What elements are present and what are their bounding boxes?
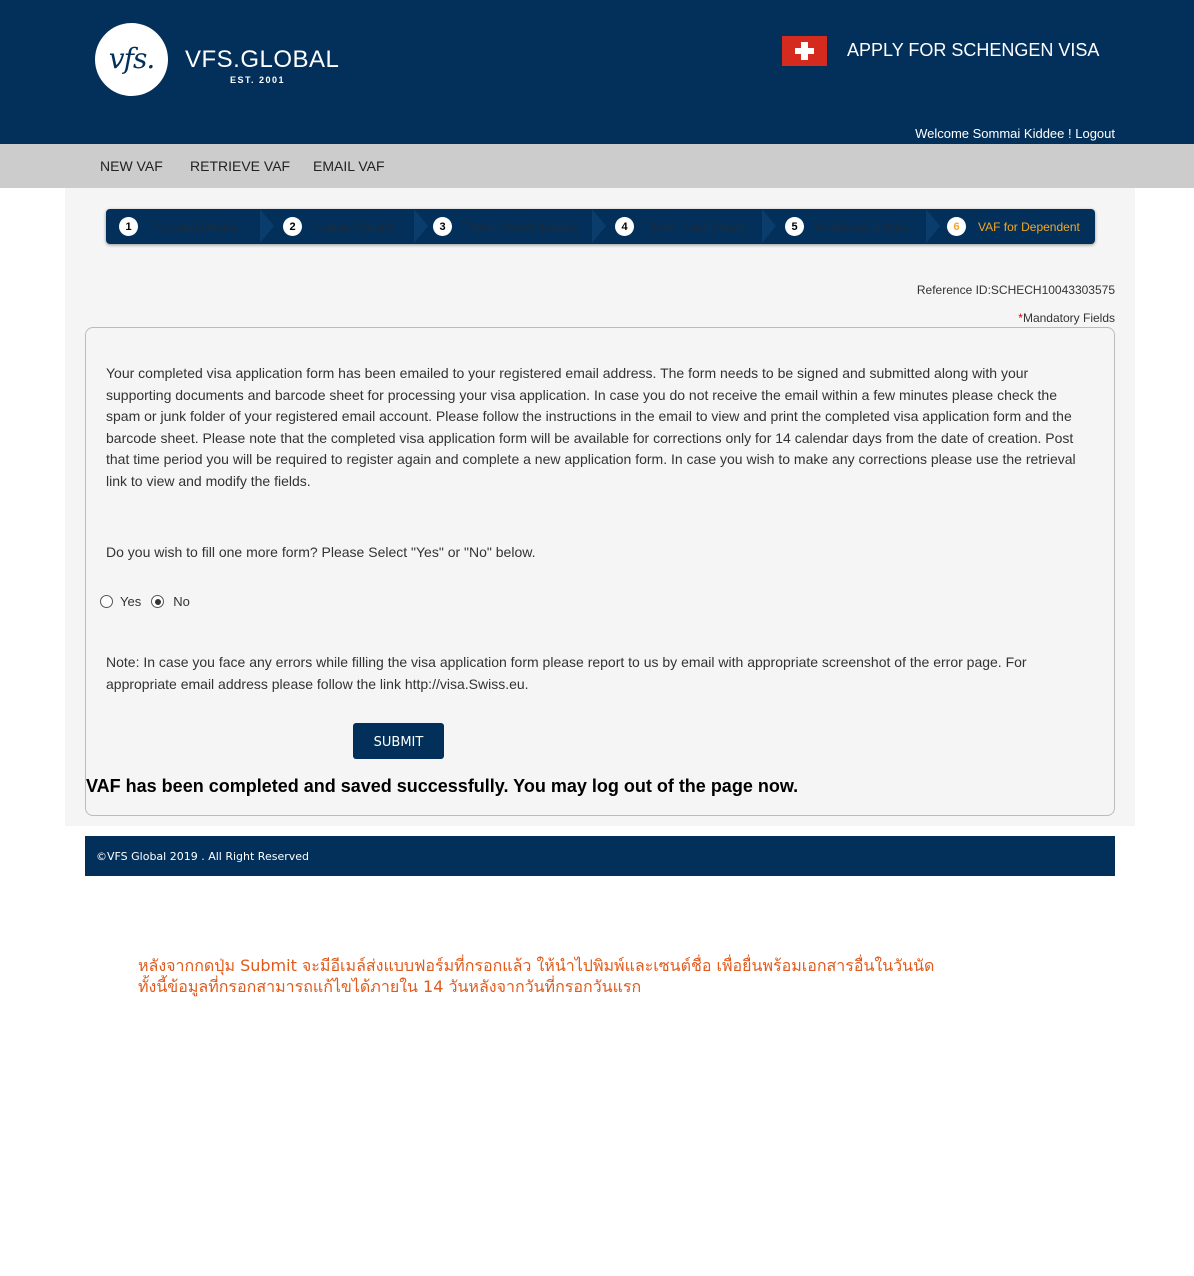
swiss-flag-icon xyxy=(782,36,827,66)
step-number: 2 xyxy=(283,217,302,236)
step-label: Additional Details xyxy=(816,219,909,234)
step-separator xyxy=(414,209,428,243)
step-contact-details[interactable] xyxy=(283,209,395,244)
logout-link[interactable]: Logout xyxy=(1075,126,1115,141)
step-label: Contact Details xyxy=(314,219,396,234)
step-separator xyxy=(592,209,606,243)
step-label: Travel Cost Details xyxy=(646,219,747,234)
one-more-form-radio-group xyxy=(100,594,190,609)
welcome-bar xyxy=(915,126,1115,141)
step-label: Personal Details xyxy=(150,219,238,234)
success-message: VAF has been completed and saved successfully. You may log out of the page now. xyxy=(86,776,799,796)
vfs-logo-text: vfs. xyxy=(108,42,155,75)
step-label: Travel History Details xyxy=(464,219,578,234)
thai-annotation-line-1: หลังจากกดปุ่ม Submit จะมีอีเมล์ส่งแบบฟอร์มที่กรอกแล้ว ให้นำไปพิมพ์และเซนต์ชื่อ เพื่อยื่นพร้อมเอกสารอื่นในวันนัด xyxy=(138,956,935,975)
site-header xyxy=(0,0,1194,144)
nav-new-vaf[interactable]: NEW VAF xyxy=(100,158,163,174)
confirmation-message: Your completed visa application form has been emailed to your registered email address. The form needs to be signed and submitted along with your supporting documents and barcode sheet for processing your visa application. In case you do not receive the email within a few minutes please check the spam or junk folder of your registered email account. Please follow the instructions in the email to view and print the completed visa application form and the barcode sheet. Please note that the completed visa application form will be available for corrections only for 14 calendar days from the date of creation. Post that time period you will be required to register again and complete a new application form. In case you wish to make any corrections please use the retrieval link to view and modify the fields. xyxy=(106,365,1076,489)
step-travel-history[interactable] xyxy=(433,209,578,244)
main-nav xyxy=(0,144,1194,188)
one-more-form-question: Do you wish to fill one more form? Please Select "Yes" or "No" below. xyxy=(106,544,536,560)
nav-email-vaf[interactable]: EMAIL VAF xyxy=(313,158,385,174)
step-separator xyxy=(260,209,274,243)
step-travel-cost[interactable] xyxy=(615,209,747,244)
error-report-note: Note: In case you face any errors while filling the visa application form please report to us by email with appropriate screenshot of the error page. For appropriate email address please follow the link http://visa.Swiss.eu. xyxy=(106,654,1027,692)
radio-no-label[interactable]: No xyxy=(173,594,190,609)
reference-id: Reference ID:SCHECH10043303575 xyxy=(916,283,1115,297)
thai-annotation xyxy=(138,955,934,997)
thai-annotation-line-2: ทั้งนี้ข้อมูลที่กรอกสามารถแก้ไขได้ภายใน 14 วันหลังจากวันที่กรอกวันแรก xyxy=(138,977,642,996)
step-number: 4 xyxy=(615,217,634,236)
progress-steps xyxy=(106,209,1095,244)
step-number: 1 xyxy=(119,217,138,236)
step-vaf-dependent[interactable] xyxy=(947,209,1080,244)
step-personal-details[interactable] xyxy=(119,209,237,244)
step-number: 5 xyxy=(785,217,804,236)
copyright-text: ©VFS Global 2019 . All Right Reserved xyxy=(96,850,310,863)
welcome-text: Welcome Sommai Kiddee ! xyxy=(915,126,1076,141)
nav-retrieve-vaf[interactable]: RETRIEVE VAF xyxy=(190,158,291,174)
mandatory-label: Mandatory Fields xyxy=(1022,311,1115,325)
radio-yes[interactable] xyxy=(100,595,113,608)
site-footer xyxy=(85,836,1115,876)
step-separator xyxy=(762,209,776,243)
step-number: 3 xyxy=(433,217,452,236)
step-additional-details[interactable] xyxy=(785,209,909,244)
step-number: 6 xyxy=(947,217,966,236)
submit-button[interactable]: SUBMIT xyxy=(353,723,444,759)
vfs-logo[interactable] xyxy=(95,23,168,96)
mandatory-star: * xyxy=(1018,311,1023,325)
step-separator xyxy=(926,209,940,243)
radio-no[interactable] xyxy=(151,595,164,608)
mandatory-fields-note xyxy=(1018,311,1115,325)
radio-yes-label[interactable]: Yes xyxy=(120,594,142,609)
brand-name: VFS.GLOBAL xyxy=(185,46,340,73)
step-label: VAF for Dependent xyxy=(978,219,1080,234)
apply-title: APPLY FOR SCHENGEN VISA xyxy=(847,40,1100,60)
brand-est: EST. 2001 xyxy=(230,75,286,85)
